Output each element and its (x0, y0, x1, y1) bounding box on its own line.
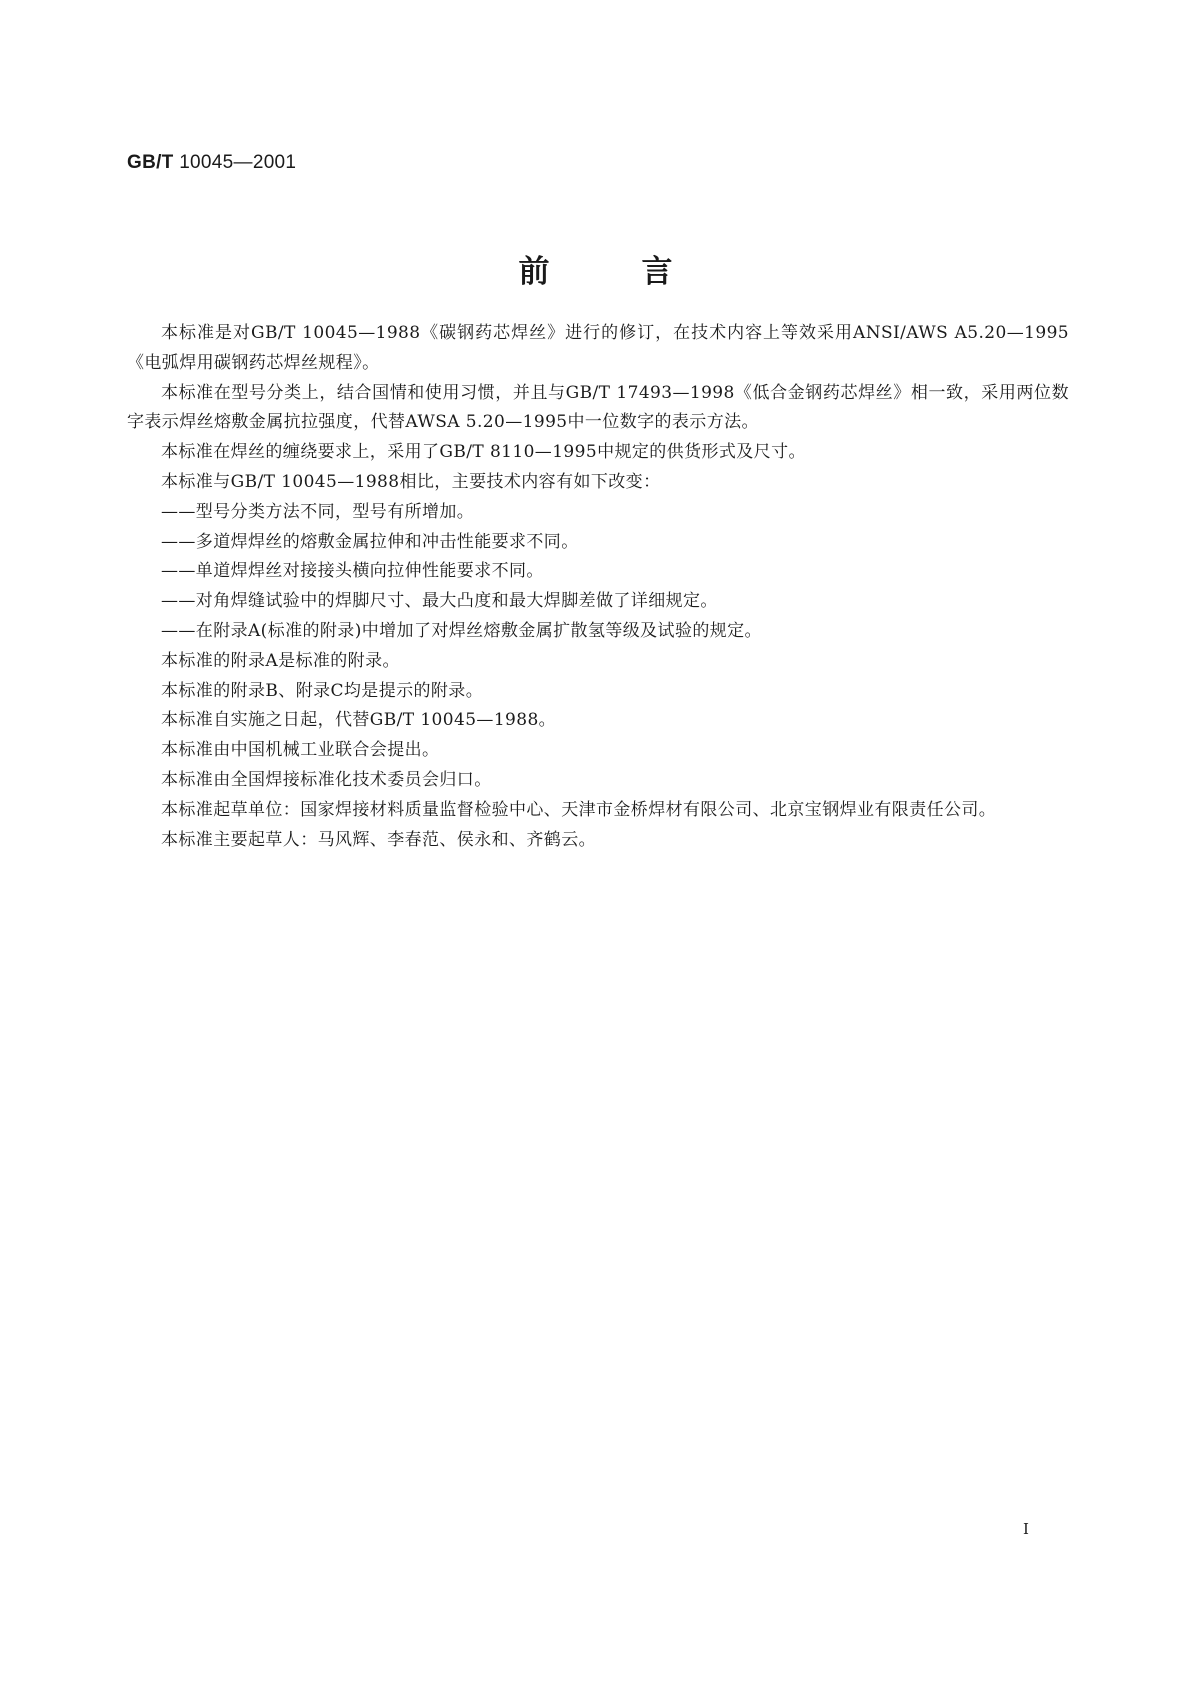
foreword-body (127, 319, 1069, 855)
paragraph: 本标准在型号分类上，结合国情和使用习惯，并且与GB/T 17493—1998《低合金钢药芯焊丝》相一致，采用两位数字表示焊丝熔敷金属抗拉强度，代替AWSA 5.20—1995中一位数字的表示方法。 (127, 382, 1069, 433)
paragraph: 本标准起草单位：国家焊接材料质量监督检验中心、天津市金桥焊材有限公司、北京宝钢焊业有限责任公司。 (161, 799, 997, 820)
standard-prefix: GB/T (127, 152, 174, 173)
paragraph: 本标准由中国机械工业联合会提出。 (161, 740, 440, 761)
standard-code (127, 152, 296, 174)
change-list-item: ——对角焊缝试验中的焊脚尺寸、最大凸度和最大焊脚差做了详细规定。 (161, 591, 718, 612)
paragraph: 本标准与GB/T 10045—1988相比，主要技术内容有如下改变： (161, 471, 661, 492)
paragraph: 本标准主要起草人：马风辉、李春范、侯永和、齐鹤云。 (161, 829, 596, 850)
change-list-item: ——型号分类方法不同，型号有所增加。 (161, 501, 475, 522)
page-number: I (1023, 1520, 1029, 1538)
paragraph: 本标准自实施之日起，代替GB/T 10045—1988。 (161, 710, 557, 731)
change-list-item: ——多道焊焊丝的熔敷金属拉伸和冲击性能要求不同。 (161, 531, 579, 552)
standard-number: 10045—2001 (179, 152, 297, 173)
paragraph: 本标准的附录A是标准的附录。 (161, 650, 400, 671)
change-list-item: ——在附录A(标准的附录)中增加了对焊丝熔敷金属扩散氢等级及试验的规定。 (161, 620, 762, 641)
page-title: 前言 (518, 254, 765, 290)
paragraph: 本标准的附录B、附录C均是提示的附录。 (161, 680, 484, 701)
paragraph: 本标准是对GB/T 10045—1988《碳钢药芯焊丝》进行的修订，在技术内容上等效采用ANSI/AWS A5.20—1995《电弧焊用碳钢药芯焊丝规程》。 (127, 323, 1069, 373)
paragraph: 本标准在焊丝的缠绕要求上，采用了GB/T 8110—1995中规定的供货形式及尺寸。 (161, 442, 806, 463)
paragraph: 本标准由全国焊接标准化技术委员会归口。 (161, 769, 492, 790)
change-list-item: ——单道焊焊丝对接接头横向拉伸性能要求不同。 (161, 561, 544, 582)
